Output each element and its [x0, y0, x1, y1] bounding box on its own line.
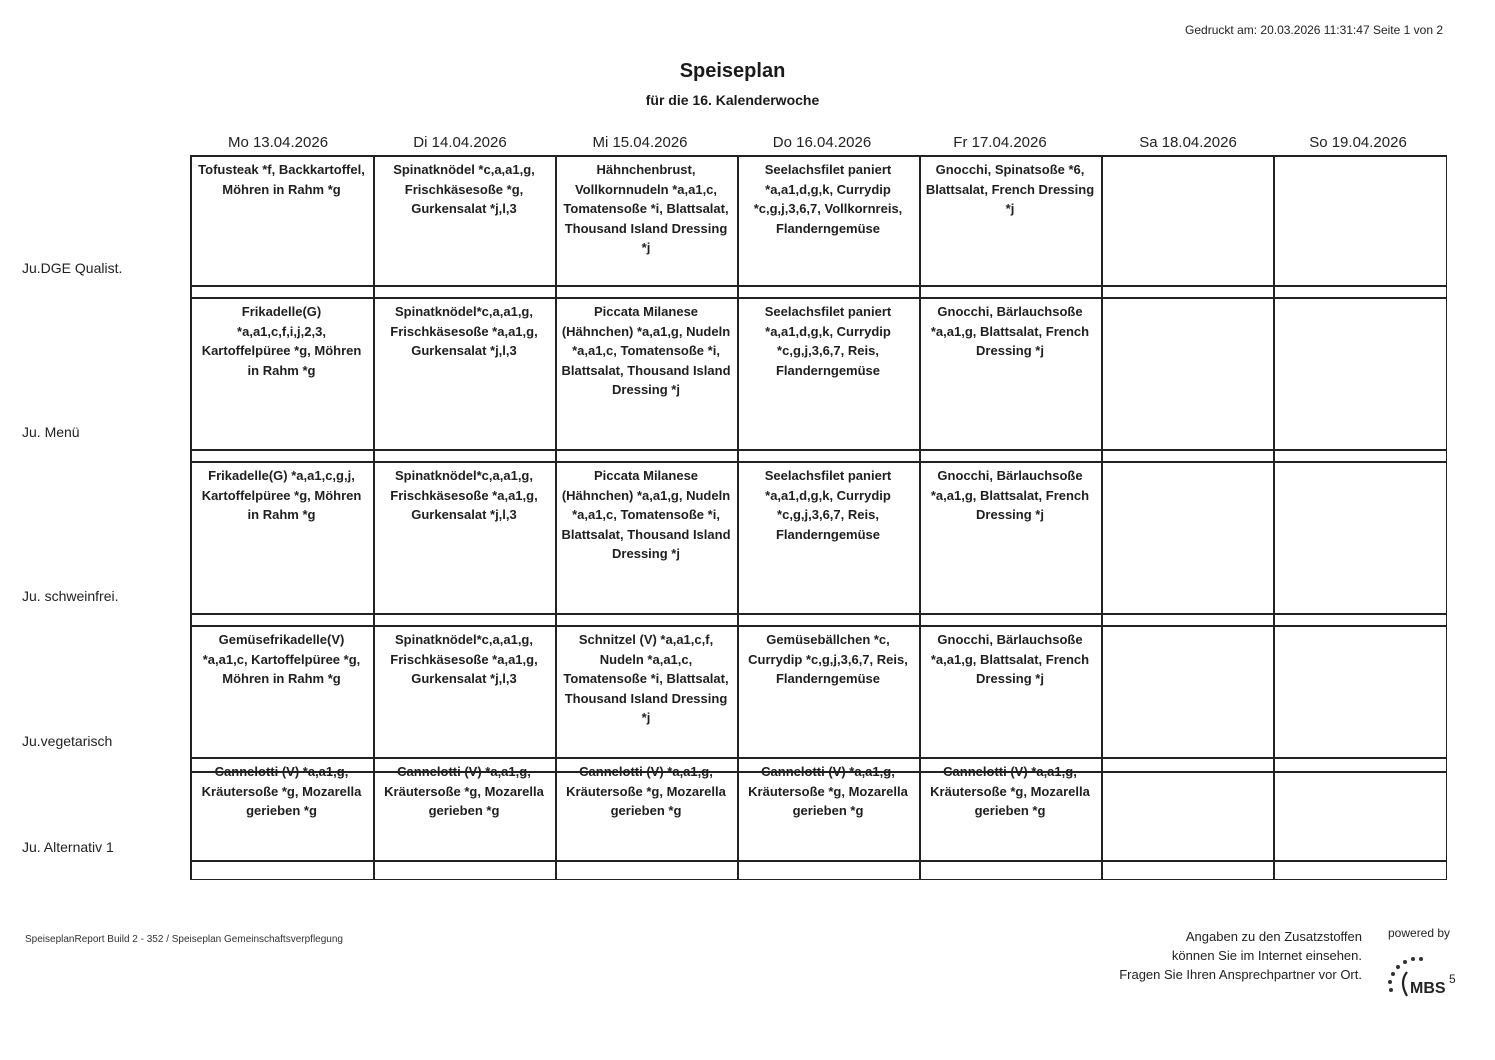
day-header: Mo 13.04.2026 — [227, 134, 329, 151]
mbs-logo-icon — [1385, 950, 1460, 1000]
row-label: Ju. Menü — [22, 424, 80, 440]
day-header: Di 14.04.2026 — [413, 134, 507, 151]
meal-cell: Gnocchi, Bärlauchsoße *a,a1,g, Blattsalat, French Dressing *j — [930, 632, 1090, 686]
meal-cell: Frikadelle(G) *a,a1,c,g,j, Kartoffelpüree *g, Möhren in Rahm *g — [201, 468, 362, 522]
row-label: Ju. Alternativ 1 — [22, 839, 114, 855]
logo-sup: 5 — [1449, 972, 1456, 986]
meal-cell: Hähnchenbrust, Vollkornnudeln *a,a1,c, Tomatensoße *i, Blattsalat, Thousand Island Dressing *j — [563, 162, 729, 255]
page-subtitle: für die 16. Kalenderwoche — [645, 92, 820, 108]
print-timestamp: Gedruckt am: 20.03.2026 11:31:47 Seite 1 von 2 — [1185, 23, 1443, 37]
day-header: Do 16.04.2026 — [772, 134, 872, 151]
meal-cell: Spinatknödel*c,a,a1,g, Frischkäsesoße *a,a1,g, Gurkensalat *j,l,3 — [390, 632, 538, 686]
meal-cell: Seelachsfilet paniert *a,a1,d,g,k, Currydip *c,g,j,3,6,7, Reis, Flanderngemüse — [764, 304, 892, 378]
row-divider — [190, 449, 1447, 451]
empty-meal-cell — [1107, 156, 1267, 284]
row-label: Ju. schweinfrei. — [22, 588, 119, 604]
mbs-logo — [1385, 950, 1460, 1000]
meal-cell: Piccata Milanese (Hähnchen) *a,a1,g, Nudeln *a,a1,c, Tomatensoße *i, Blattsalat, Thousand Island Dressing *j — [561, 304, 731, 397]
meal-cell: Spinatknödel*c,a,a1,g, Frischkäsesoße *a,a1,g, Gurkensalat *j,l,3 — [390, 468, 538, 522]
meal-table — [190, 155, 1447, 880]
meal-cell: Gnocchi, Spinatsoße *6, Blattsalat, French Dressing *j — [925, 162, 1095, 216]
day-header: Mi 15.04.2026 — [592, 134, 688, 151]
empty-meal-cell — [1107, 462, 1267, 612]
empty-meal-cell — [1279, 758, 1441, 859]
empty-meal-cell — [1107, 758, 1267, 859]
empty-meal-cell — [1279, 298, 1441, 448]
day-header: Fr 17.04.2026 — [953, 134, 1047, 151]
meal-cell: Schnitzel (V) *a,a1,c,f, Nudeln *a,a1,c, Tomatensoße *i, Blattsalat, Thousand Island Dressing *j — [563, 632, 729, 725]
row-label: Ju.vegetarisch — [22, 733, 113, 749]
additives-note — [1060, 927, 1362, 984]
meal-cell: Cannelotti (V) *a,a1,g, Kräutersoße *g, Mozarella gerieben *g — [930, 764, 1090, 818]
day-header: So 19.04.2026 — [1309, 134, 1407, 151]
report-info: SpeiseplanReport Build 2 - 352 / Speiseplan Gemeinschaftsverpflegung — [25, 934, 343, 945]
meal-cell: Gnocchi, Bärlauchsoße *a,a1,g, Blattsalat, French Dressing *j — [930, 468, 1090, 522]
meal-cell: Frikadelle(G) *a,a1,c,f,i,j,2,3, Kartoffelpüree *g, Möhren in Rahm *g — [201, 304, 362, 378]
row-label: Ju.DGE Qualist. — [22, 260, 123, 276]
empty-meal-cell — [1279, 156, 1441, 284]
empty-meal-cell — [1279, 462, 1441, 612]
row-divider — [190, 285, 1447, 287]
meal-cell: Gemüsebällchen *c, Currydip *c,g,j,3,6,7, Reis, Flanderngemüse — [748, 632, 908, 686]
powered-by-label: powered by — [1388, 926, 1451, 940]
empty-meal-cell — [1279, 626, 1441, 756]
row-divider — [190, 860, 1447, 862]
empty-meal-cell — [1107, 626, 1267, 756]
row-divider — [190, 613, 1447, 615]
meal-cell: Gemüsefrikadelle(V) *a,a1,c, Kartoffelpüree *g, Möhren in Rahm *g — [202, 632, 361, 686]
meal-cell: Spinatknödel*c,a,a1,g, Frischkäsesoße *a,a1,g, Gurkensalat *j,l,3 — [390, 304, 538, 358]
meal-cell: Cannelotti (V) *a,a1,g, Kräutersoße *g, Mozarella gerieben *g — [748, 764, 908, 818]
meal-cell: Spinatknödel *c,a,a1,g, Frischkäsesoße *g, Gurkensalat *j,l,3 — [393, 162, 535, 216]
logo-text: MBS — [1410, 980, 1446, 997]
meal-cell: Seelachsfilet paniert *a,a1,d,g,k, Currydip *c,g,j,3,6,7, Reis, Flanderngemüse — [764, 468, 892, 542]
additives-line-2: können Sie im Internet einsehen. — [1171, 948, 1362, 963]
additives-line-1: Angaben zu den Zusatzstoffen — [1185, 929, 1362, 944]
meal-cell: Seelachsfilet paniert *a,a1,d,g,k, Currydip *c,g,j,3,6,7, Vollkornreis, Flanderngemüse — [753, 162, 903, 236]
meal-cell: Cannelotti (V) *a,a1,g, Kräutersoße *g, Mozarella gerieben *g — [201, 764, 362, 818]
meal-cell: Cannelotti (V) *a,a1,g, Kräutersoße *g, Mozarella gerieben *g — [384, 764, 544, 818]
meal-cell: Gnocchi, Bärlauchsoße *a,a1,g, Blattsalat, French Dressing *j — [930, 304, 1090, 358]
meal-cell: Tofusteak *f, Backkartoffel, Möhren in Rahm *g — [198, 162, 365, 197]
row-divider — [190, 879, 1447, 881]
additives-line-3: Fragen Sie Ihren Ansprechpartner vor Ort. — [1119, 967, 1362, 982]
meal-cell: Cannelotti (V) *a,a1,g, Kräutersoße *g, Mozarella gerieben *g — [566, 764, 726, 818]
meal-cell: Piccata Milanese (Hähnchen) *a,a1,g, Nudeln *a,a1,c, Tomatensoße *i, Blattsalat, Thousand Island Dressing *j — [561, 468, 731, 561]
empty-meal-cell — [1107, 298, 1267, 448]
page-title: Speiseplan — [679, 60, 786, 82]
day-header: Sa 18.04.2026 — [1139, 134, 1237, 151]
